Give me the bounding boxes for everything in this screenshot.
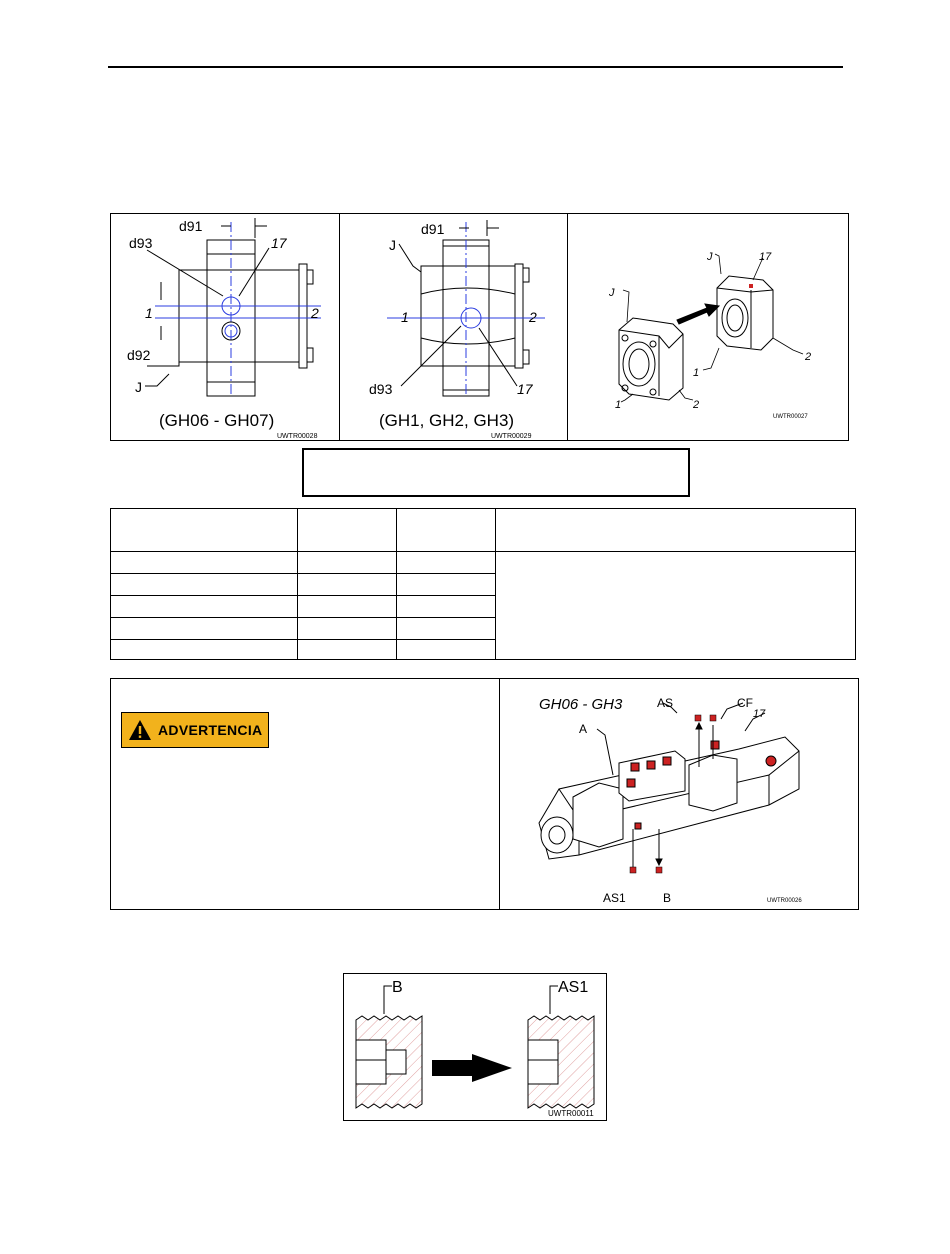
label-j: J [135,379,142,395]
label-d91: d91 [421,221,445,237]
label-2-left: 2 [693,399,700,411]
flange-3d-diagram [567,214,847,440]
label-a: A [579,722,588,736]
table-cell [111,596,298,618]
figure-caption: (GH1, GH2, GH3) [379,411,515,430]
label-j-left: J [609,287,615,299]
label-17: 17 [759,251,772,263]
table-cell [298,596,397,618]
table-cell [298,574,397,596]
table-cell [111,618,298,640]
plug-conversion-diagram [344,974,606,1120]
table-header-row [111,509,856,552]
figure-code: UWTR00026 [767,898,802,904]
warning-badge [121,712,269,748]
table-cell [298,552,397,574]
table-cell [111,552,298,574]
label-1: 1 [401,309,409,325]
label-2: 2 [311,305,319,321]
label-17: 17 [517,381,533,397]
label-j-right: J [707,251,713,263]
header-cell [496,509,856,552]
warning-label: ADVERTENCIA [158,722,263,738]
label-as1: AS1 [558,979,589,996]
header-cell [397,509,496,552]
cylinder-assembly-diagram [499,679,857,907]
plug-conversion-figure [343,973,607,1121]
flange-diagram-gh06 [111,214,339,440]
label-as: AS [657,696,674,710]
figure-gh06-gh07 [111,214,340,440]
table-cell [397,640,496,660]
figure-code: UWTR00027 [773,414,808,420]
label-1-left: 1 [615,399,622,411]
label-1-right: 1 [693,367,700,379]
assembly-title: GH06 - GH3 [539,696,623,713]
label-j: J [389,237,396,253]
figure-gh1-gh3 [339,214,568,440]
table-cell [397,574,496,596]
notes-cell [496,552,856,660]
table-cell [397,552,496,574]
label-cf: CF [737,696,753,710]
assembly-figure [499,679,857,909]
caption-box [302,448,690,497]
label-d93: d93 [129,235,153,251]
flange-diagram-gh1 [339,214,567,440]
table-cell [298,618,397,640]
flange-figure-row [110,213,849,441]
header-rule [108,66,843,68]
spec-table [110,508,856,660]
figure-caption: (GH06 - GH07) [159,411,275,430]
label-17: 17 [271,235,287,251]
label-2-right: 2 [805,351,812,363]
header-cell [111,509,298,552]
table-row [111,552,856,574]
header-cell [298,509,397,552]
table-cell [111,640,298,660]
label-d91: d91 [179,218,203,234]
warning-panel [110,678,859,910]
label-d92: d92 [127,347,151,363]
figure-code: UWTR00029 [491,433,532,440]
figure-code: UWTR00011 [548,1109,594,1118]
label-2: 2 [529,309,537,325]
label-1: 1 [145,305,153,321]
figure-code: UWTR00028 [277,433,318,440]
label-as1: AS1 [603,891,626,905]
figure-flange-3d [567,214,847,440]
table-cell [397,596,496,618]
label-b: B [663,891,672,905]
table-cell [298,640,397,660]
warning-section [111,679,500,909]
label-17: 17 [753,708,766,720]
table-cell [397,618,496,640]
warning-triangle-icon [122,714,158,746]
label-b: B [392,979,403,996]
label-d93: d93 [369,381,393,397]
table-cell [111,574,298,596]
